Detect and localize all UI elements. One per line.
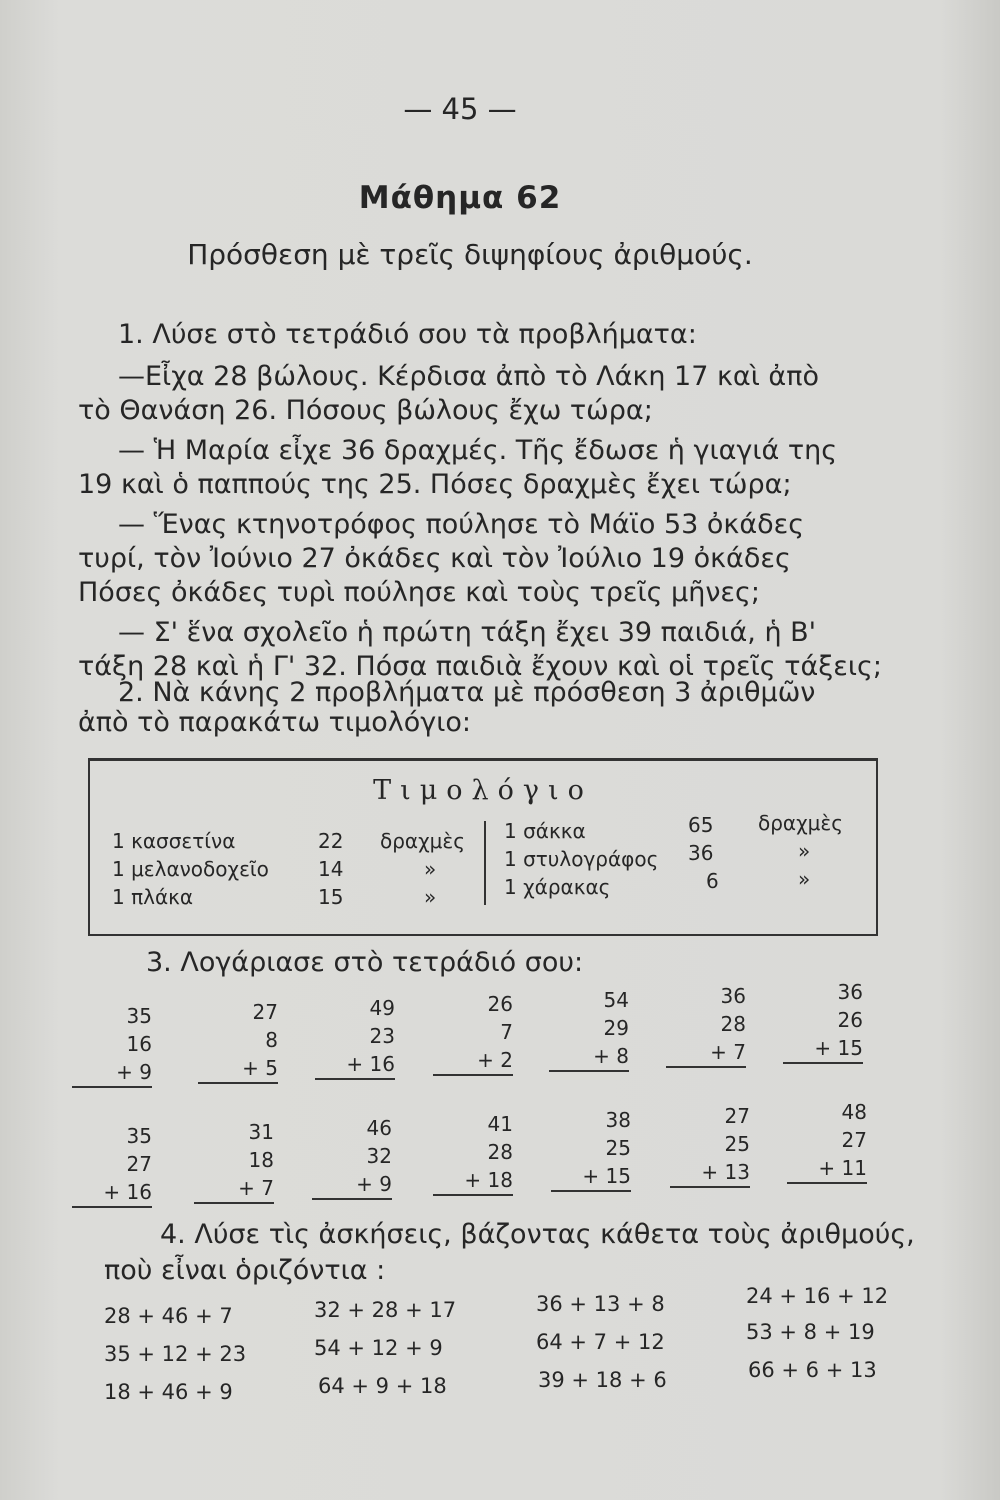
horizontal-sum: 18 + 46 + 9: [104, 1380, 233, 1404]
addend: 26: [837, 1008, 863, 1032]
problem-3-line-1: — Ἕνας κτηνοτρόφος πούλησε τὸ Μάϊο 53 ὀκάδες: [118, 509, 805, 540]
lesson-subtitle: Πρόσθεση μὲ τρεῖς διψηφίους ἀριθμούς.: [187, 238, 753, 271]
addition-column: [72, 1122, 152, 1208]
problem-1-line-2: τὸ Θανάση 26. Πόσους βώλους ἔχω τώρα;: [78, 395, 653, 426]
price-list-unit: δραχμὲς: [380, 829, 465, 853]
addend-with-plus: + 16: [72, 1178, 152, 1208]
addend: 25: [724, 1132, 750, 1156]
exercise-4-line-1: 4. Λύσε τὶς ἀσκήσεις, βάζοντας κάθετα τοὺς ἀριθμούς,: [160, 1219, 915, 1250]
addend: 36: [837, 980, 863, 1004]
exercise-4-line-2: ποὺ εἶναι ὁριζόντια :: [104, 1255, 386, 1286]
exercise-2-line-2: ἀπὸ τὸ παρακάτω τιμολόγιο:: [78, 707, 471, 738]
addition-column: [194, 1118, 274, 1204]
horizontal-sum: 24 + 16 + 12: [746, 1284, 889, 1308]
addition-column: [433, 1110, 513, 1196]
addend-with-plus: + 16: [315, 1050, 395, 1080]
price-list-unit: »: [424, 885, 437, 909]
addend-with-plus: + 15: [783, 1034, 863, 1064]
addend-with-plus: + 2: [433, 1046, 513, 1076]
addition-column: [315, 994, 395, 1080]
addend: 16: [126, 1032, 152, 1056]
addition-column: [787, 1098, 867, 1184]
problem-2-line-2: 19 καὶ ὁ παππούς της 25. Πόσες δραχμὲς ἔχει τώρα;: [78, 469, 792, 500]
horizontal-sum: 36 + 13 + 8: [536, 1292, 665, 1316]
price-list-price: 14: [318, 857, 344, 881]
addend: 38: [605, 1108, 631, 1132]
price-list-item: 1 στυλογράφος: [504, 847, 659, 871]
addition-column: [551, 1106, 631, 1192]
addend: 48: [841, 1100, 867, 1124]
horizontal-sum: 64 + 7 + 12: [536, 1330, 665, 1354]
addend-with-plus: + 15: [551, 1162, 631, 1192]
addend: 36: [720, 984, 746, 1008]
addition-column: [198, 998, 278, 1084]
horizontal-sum: 28 + 46 + 7: [104, 1304, 233, 1328]
exercise-3-heading: 3. Λογάριασε στὸ τετράδιό σου:: [146, 947, 584, 978]
addend: 7: [500, 1020, 513, 1044]
lesson-title: Μάθημα 62: [358, 180, 562, 216]
horizontal-sum: 66 + 6 + 13: [748, 1358, 877, 1382]
price-list-unit: δραχμὲς: [758, 811, 843, 835]
price-list-price: 36: [688, 841, 714, 865]
exercise-1-heading: 1. Λύσε στὸ τετράδιό σου τὰ προβλήματα:: [118, 319, 697, 350]
addend: 49: [369, 996, 395, 1020]
price-list-item: 1 χάρακας: [504, 875, 611, 899]
addend: 46: [366, 1116, 392, 1140]
addend-with-plus: + 11: [787, 1154, 867, 1184]
addition-column: [670, 1102, 750, 1188]
problem-3-line-3: Πόσες ὀκάδες τυρὶ πούλησε καὶ τοὺς τρεῖς μῆνες;: [78, 577, 760, 608]
addend: 27: [126, 1152, 152, 1176]
horizontal-sum: 35 + 12 + 23: [104, 1342, 247, 1366]
price-list-price: 6: [706, 869, 719, 893]
problem-4-line-2: τάξη 28 καὶ ἡ Γ' 32. Πόσα παιδιὰ ἔχουν καὶ οἱ τρεῖς τάξεις;: [78, 651, 882, 682]
addend: 35: [126, 1004, 152, 1028]
problem-2-line-1: — Ἡ Μαρία εἶχε 36 δραχμές. Τῆς ἔδωσε ἡ γιαγιά της: [118, 435, 838, 466]
addend-with-plus: + 18: [433, 1166, 513, 1196]
addend: 31: [248, 1120, 274, 1144]
price-list-unit: »: [798, 839, 811, 863]
page-number: — 45 —: [403, 92, 517, 126]
addition-column: [312, 1114, 392, 1200]
addend: 29: [603, 1016, 629, 1040]
horizontal-sum: 32 + 28 + 17: [314, 1298, 457, 1322]
addend-with-plus: + 9: [72, 1058, 152, 1088]
addend: 25: [605, 1136, 631, 1160]
price-list-box: [88, 758, 878, 936]
addend: 35: [126, 1124, 152, 1148]
exercise-2-line-1: 2. Νὰ κάνης 2 προβλήματα μὲ πρόσθεση 3 ἀριθμῶν: [118, 677, 816, 708]
price-list-item: 1 πλάκα: [112, 885, 194, 909]
addend: 28: [720, 1012, 746, 1036]
addition-column: [549, 986, 629, 1072]
problem-4-line-1: — Σ' ἕνα σχολεῖο ἡ πρώτη τάξη ἔχει 39 παιδιά, ἡ Β': [118, 617, 817, 648]
addend: 26: [487, 992, 513, 1016]
horizontal-sum: 39 + 18 + 6: [538, 1368, 667, 1392]
addend: 54: [603, 988, 629, 1012]
addend: 28: [487, 1140, 513, 1164]
problem-3-line-2: τυρί, τὸν Ἰούνιο 27 ὀκάδες καὶ τὸν Ἰούλιο 19 ὀκάδες: [78, 543, 791, 574]
addend: 32: [366, 1144, 392, 1168]
addition-column: [783, 978, 863, 1064]
price-list-title: Τιμολόγιο: [373, 775, 593, 806]
price-list-item: 1 κασσετίνα: [112, 829, 236, 853]
price-list-price: 22: [318, 829, 344, 853]
addend: 27: [841, 1128, 867, 1152]
addend: 18: [248, 1148, 274, 1172]
addend: 27: [724, 1104, 750, 1128]
problem-1-line-1: —Εἶχα 28 βώλους. Κέρδισα ἀπὸ τὸ Λάκη 17 καὶ ἀπὸ: [118, 361, 819, 392]
addition-column: [433, 990, 513, 1076]
addend-with-plus: + 9: [312, 1170, 392, 1200]
addend: 27: [252, 1000, 278, 1024]
addend-with-plus: + 13: [670, 1158, 750, 1188]
addend-with-plus: + 5: [198, 1054, 278, 1084]
addend-with-plus: + 8: [549, 1042, 629, 1072]
price-list-item: 1 σάκκα: [504, 819, 586, 843]
price-list-item: 1 μελανοδοχεῖο: [112, 857, 269, 881]
price-list-price: 15: [318, 885, 344, 909]
price-list-divider: [484, 821, 486, 905]
horizontal-sum: 64 + 9 + 18: [318, 1374, 447, 1398]
addend-with-plus: + 7: [194, 1174, 274, 1204]
addend-with-plus: + 7: [666, 1038, 746, 1068]
addition-column: [72, 1002, 152, 1088]
price-list-price: 65: [688, 813, 714, 837]
addend: 23: [369, 1024, 395, 1048]
horizontal-sum: 53 + 8 + 19: [746, 1320, 875, 1344]
addition-column: [666, 982, 746, 1068]
addend: 41: [487, 1112, 513, 1136]
price-list-unit: »: [424, 857, 437, 881]
price-list-unit: »: [798, 867, 811, 891]
addend: 8: [265, 1028, 278, 1052]
horizontal-sum: 54 + 12 + 9: [314, 1336, 443, 1360]
